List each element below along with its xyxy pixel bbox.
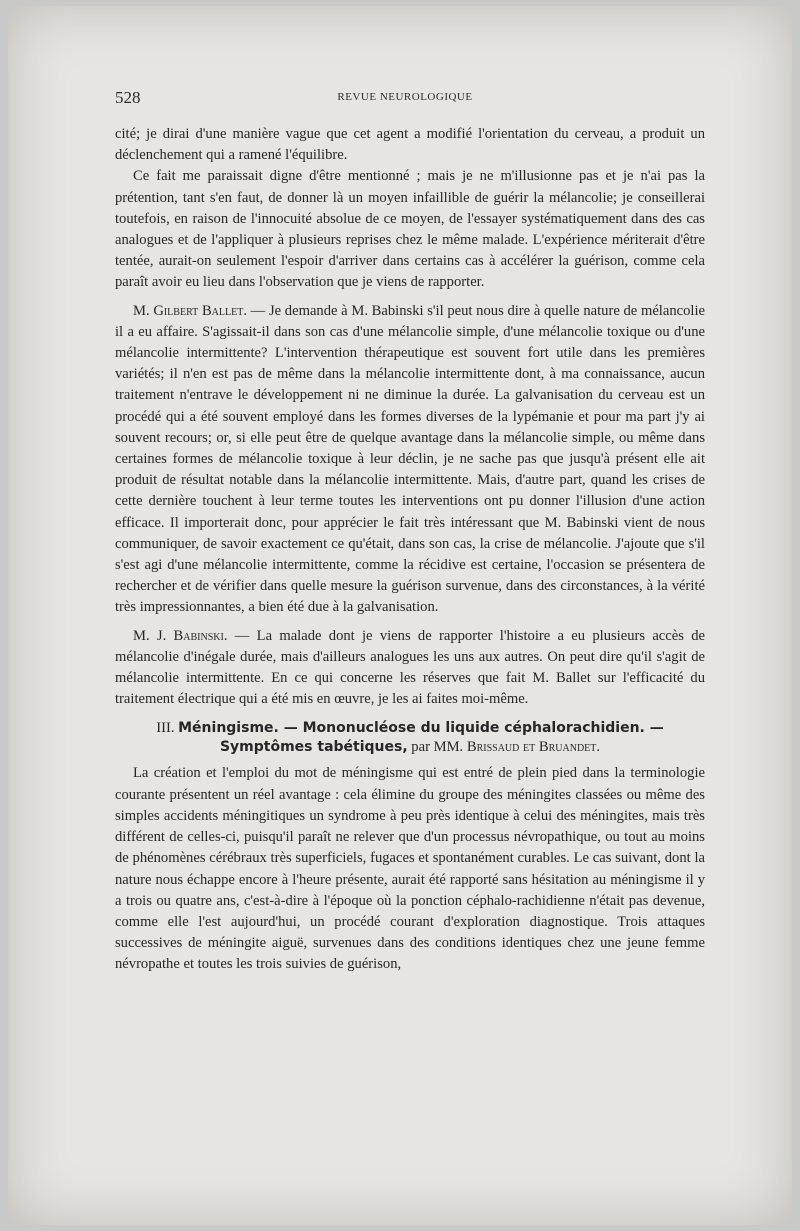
section-authors: Brissaud et Bruandet. <box>466 739 601 756</box>
section-number: III. <box>156 720 175 737</box>
body-text <box>115 124 705 976</box>
document-page <box>8 6 792 1225</box>
section-title-line2: Symptômes tabétiques, <box>219 739 408 756</box>
paragraph-continuation: cité; je dirai d'une manière vague que cet agent a modifié l'orientation du cerveau, a produit un déclenchement qui a ramené l'équilibre. <box>115 126 705 164</box>
paragraph-babinski-reply <box>115 626 705 711</box>
ballet-remark-text: — Je demande à M. Babinski s'il peut nous dire à quelle nature de mélancolie il a eu affaire. S'agissait-il dans son cas d'une mélancolie simple, d'une mélancolie toxique ou d'une mélancolie intermittente? L'intervention thérapeutique est souvent fort utile dans les premières variétés; il n'en est pas de même dans la mélancolie intermittente dont, à ma connaissance, aucun traitement n'entrave le développement ni ne diminue la durée. La galvanisation du cerveau est un procédé qui a été souvent employé dans les formes diverses de la lypémanie et pour ma part j'y ai souvent recours; or, si elle peut être de quelque avantage dans la mélancolie simple, ou même dans certaines formes de mélancolie toxique à leur déclin, je ne sache pas que jusqu'à présent elle ait produit de résultat notable dans la mélancolie intermittente. Mais, d'autre part, quand les crises de cette dernière touchent à leur terme toutes les interventions ont pu donner l'illusion d'une action efficace. Il importerait donc, pour apprécier le fait très intéressant que M. Babinski vient de nous communiquer, de savoir exactement ce qu'était, dans son cas, la crise de mélancolie. J'ajoute que s'il s'est agi d'une mélancolie intermittente, comme la récidive est certaine, l'occasion se présentera de rechercher et de vérifier dans quelle mesure la guérison survenue, dans des circonstances, à la vérité très impressionnantes, a bien été due à la galvanisation. <box>115 302 705 616</box>
paragraph-meningisme: La création et l'emploi du mot de méningisme qui est entré de plein pied dans la terminologie courante présentent un réel avantage : cela élimine du groupe des méningites classées ou même des simples accidents méningitiques un syndrome à peu près identique à celui des méningites, mais très différent de celles-ci, puisqu'il paraît ne relever que d'un processus névropathique, ou tout au moins de phénomènes cérébraux très superficiels, fugaces et spontanément curables. Le cas suivant, dont la nature nous échappe encore à l'heure présente, aurait été rapporté sans hésitation au méningisme il y a trois ou quatre ans, c'est-à-dire à l'époque où la ponction céphalo-rachidienne n'était pas devenue, comme elle l'est aujourd'hui, un procédé courant d'exploration diagnostique. Trois attaques successives de méningite aiguë, survenues dans des conditions identiques chez une jeune femme névropathe et toutes les trois suivies de guérison, <box>115 765 705 973</box>
section-title-line1: Méningisme. — Mononucléose du liquide céphalorachidien. — <box>178 720 664 737</box>
page-header <box>115 88 695 112</box>
babinski-reply-text: — La malade dont je viens de rapporter l'histoire a eu plusieurs accès de mélancolie d'inégale durée, mais d'ailleurs analogues les uns aux autres. On peut dire qu'il s'agit de mélancolie intermittente. En ce qui concerne les réserves que fait M. Ballet sur l'efficacité du traitement électrique qui a été mis en œuvre, je les ai faites moi-même. <box>115 627 705 708</box>
speaker-babinski: M. J. Babinski. <box>133 627 228 644</box>
speaker-ballet: M. Gilbert Ballet. <box>133 302 247 319</box>
section-by: par MM. <box>407 739 467 756</box>
page-number: 528 <box>115 88 141 107</box>
running-title: REVUE NEUROLOGIQUE <box>337 91 473 103</box>
paragraph-galvanisation-proposal: Ce fait me paraissait digne d'être mentionné ; mais je ne m'illusionne pas et je n'ai pas la prétention, tant s'en faut, de donner là un moyen infaillible de guérir la mélancolie; je conseillerai toutefois, en raison de l'innocuité absolue de ce moyen, de l'essayer systématiquement dans des cas analogues et de l'appliquer à plusieurs reprises chez le même malade. L'expérience mériterait d'être tentée, aurait-on seulement l'espoir d'arriver dans certains cas à accélérer la guérison, comme cela paraît avoir eu lieu dans l'observation que je viens de rapporter. <box>115 168 705 291</box>
section-heading <box>115 719 705 757</box>
paragraph-ballet-remark <box>115 301 705 619</box>
